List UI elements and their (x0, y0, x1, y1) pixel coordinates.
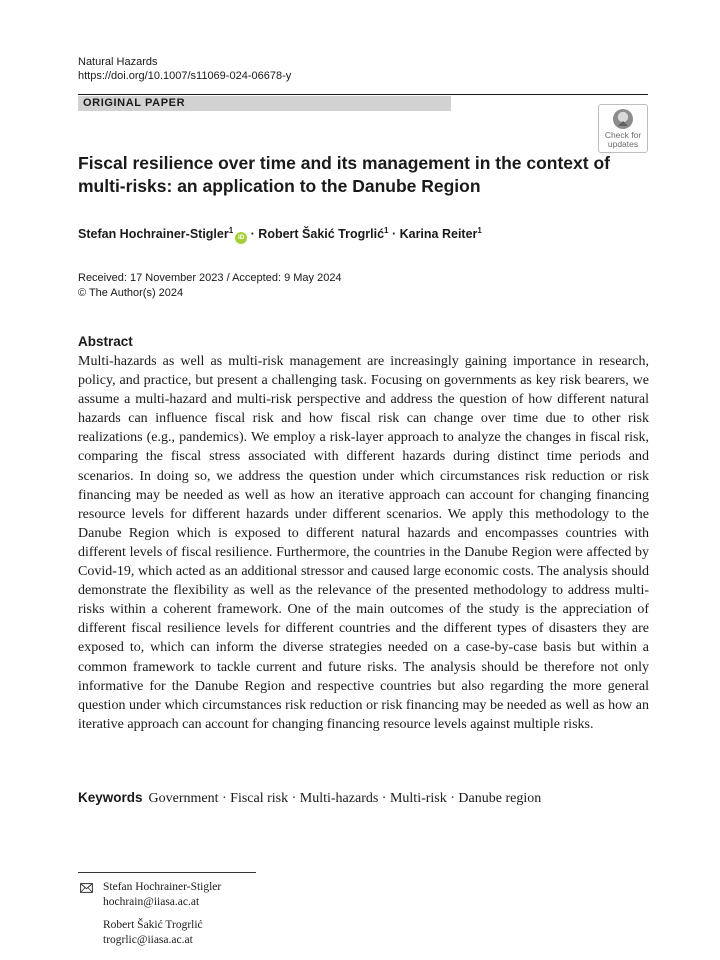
keywords-label: Keywords (78, 790, 143, 805)
received-accepted-dates: Received: 17 November 2023 / Accepted: 9 May 2024 (78, 272, 342, 284)
check-for-updates-badge[interactable] (598, 104, 648, 153)
copyright-notice: © The Author(s) 2024 (78, 287, 184, 299)
abstract-text: Multi-hazards as well as multi-risk management are increasingly gaining importance in research, policy, and practice, but present a challenging task. Focusing on governments as key risk bearers, we assume a multi-hazard and multi-risk perspective and address the question of how different natural hazards can influence fiscal risk and how fiscal risk can change over time due to other risk realizations (e.g., pandemics). We employ a risk-layer approach to analyze the changes in fiscal risk, comparing the fiscal stress associated with different hazards during distinct time periods and scenarios. In doing so, we address the question under which circumstances risk reduction or risk financing may be needed as well as how an iterative approach can account for changing financing resource levels for different hazards under different scenarios. We apply this methodology to the Danube Region which is exposed to different natural hazards and encompasses countries with different levels of fiscal resilience. Furthermore, the countries in the Danube Region were affected by Covid-19, which acted as an additional stressor and caused large economic costs. The analysis should demonstrate the flexibility as well as the relevance of the presented methodology to address multi-risks within a coherent framework. One of the main outcomes of the study is the appreciation of different fiscal resilience levels for different countries and the different types of disasters they are exposed to, which can inform the diverse strategies needed on a case-by-case basis but within a common framework to tackle current and future risks. The analysis should be therefore not only informative for the Danube Region and respective countries but also regarding the more general question under which circumstances risk reduction or risk financing may be needed as well as how an iterative approach can account for changing financing resource levels against multiple risks. (78, 354, 649, 732)
keywords-list: Government · Fiscal risk · Multi-hazards · Multi-risk · Danube region (148, 791, 542, 806)
orcid-icon[interactable]: iD (235, 232, 247, 244)
author-name-3[interactable]: Karina Reiter (399, 227, 478, 242)
publication-dates (78, 271, 342, 301)
paper-type-label: ORIGINAL PAPER (78, 96, 451, 111)
paper-title: Fiscal resilience over time and its management in the context of multi-risks: an application to the Danube Region (78, 153, 610, 196)
header-rule (78, 94, 648, 95)
abstract-heading: Abstract (78, 334, 133, 349)
journal-name: Natural Hazards (78, 56, 158, 68)
badge-line-1: Check for (604, 130, 642, 140)
author-separator-1: · (247, 227, 259, 242)
author-affiliation-1: 1 (228, 226, 234, 235)
contact-1 (103, 880, 221, 910)
author-affiliation-2: 1 (384, 226, 389, 235)
author-name-2[interactable]: Robert Šakić Trogrlić (258, 227, 385, 242)
check-for-updates-icon (612, 108, 634, 130)
contact-2 (103, 918, 221, 948)
footnote-rule (78, 872, 256, 873)
contact-email-2[interactable]: trogrlic@iiasa.ac.at (103, 934, 193, 946)
contact-name-1: Stefan Hochrainer-Stigler (103, 881, 222, 893)
contact-name-2: Robert Šakić Trogrlić (103, 919, 203, 931)
author-list (78, 226, 482, 244)
corresponding-authors (103, 880, 221, 948)
author-name-1[interactable]: Stefan Hochrainer-Stigler (78, 227, 229, 242)
author-separator-2: · (388, 227, 400, 242)
keywords-line (78, 790, 541, 807)
contact-email-1[interactable]: hochrain@iiasa.ac.at (103, 896, 200, 908)
envelope-icon (80, 883, 93, 893)
doi-link[interactable]: https://doi.org/10.1007/s11069-024-06678-y (78, 70, 292, 82)
journal-header (78, 55, 291, 83)
author-affiliation-3: 1 (477, 226, 482, 235)
badge-line-2: updates (607, 139, 639, 149)
